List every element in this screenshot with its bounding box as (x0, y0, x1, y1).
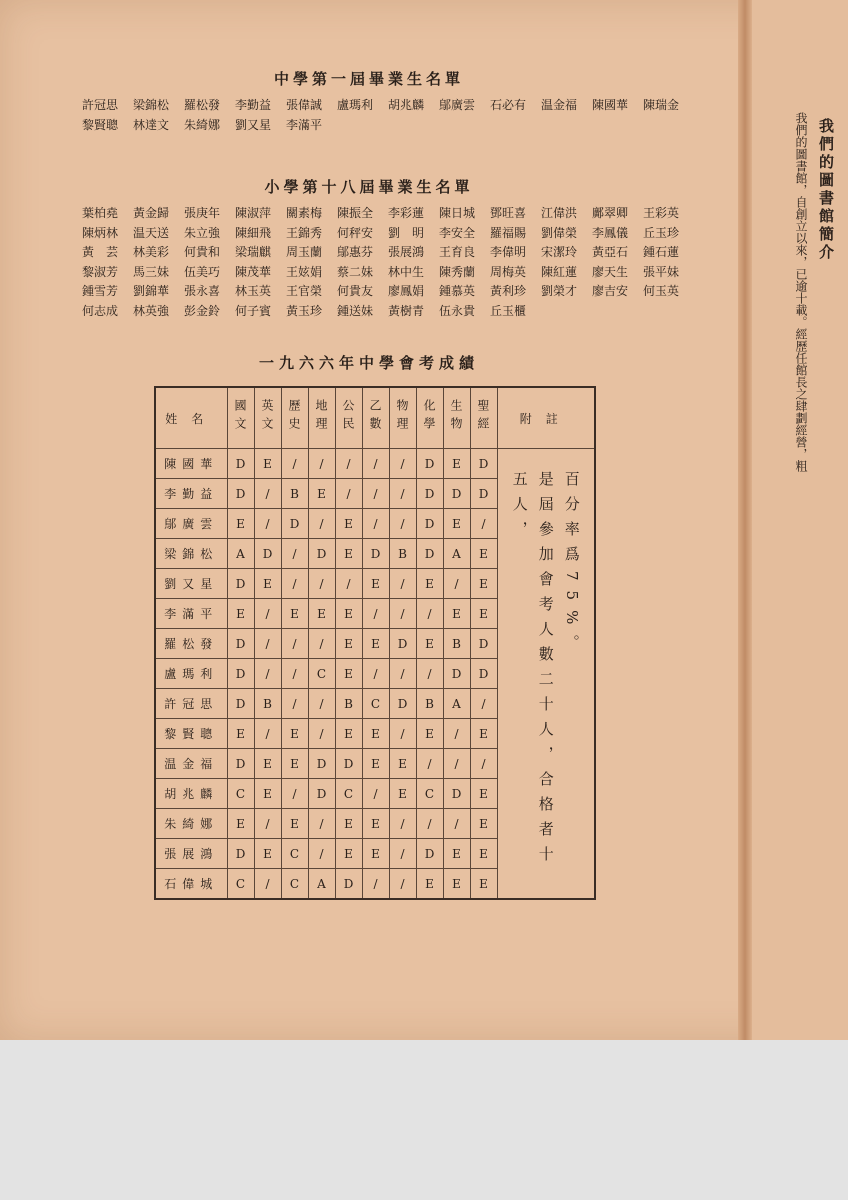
grade-cell: / (308, 629, 335, 659)
graduate-name: 朱綺娜 (184, 117, 221, 132)
graduate-name: 陳淑萍 (235, 206, 272, 220)
remark-percentage: 百分率爲75%。 (562, 471, 581, 660)
grade-cell: / (362, 869, 389, 900)
grade-cell: D (389, 629, 416, 659)
grade-cell: / (416, 749, 443, 779)
grade-cell: E (281, 719, 308, 749)
grade-cell: / (389, 479, 416, 509)
grade-cell: E (416, 719, 443, 749)
grade-cell: / (389, 509, 416, 539)
grade-cell: D (308, 779, 335, 809)
graduate-name: 陳振全 (337, 206, 374, 220)
primary-graduates-list (82, 204, 692, 321)
graduate-name: 陳秀蘭 (439, 264, 476, 279)
graduate-name: 梁錦松 (133, 98, 170, 112)
graduate-name: 林玉英 (235, 284, 272, 298)
graduate-name: 廖鳳娟 (388, 284, 425, 298)
graduate-name: 丘玉櫃 (490, 303, 527, 318)
graduate-name: 何貴友 (337, 284, 374, 298)
grade-cell: E (254, 569, 281, 599)
graduate-name: 陳國華 (592, 98, 629, 112)
grade-cell: E (227, 509, 254, 539)
grade-cell: E (470, 599, 497, 629)
graduate-name: 羅松發 (184, 98, 221, 112)
graduate-name: 宋潔玲 (541, 245, 578, 259)
graduate-name: 王妶娟 (286, 264, 323, 279)
grade-cell: D (281, 509, 308, 539)
student-name: 梁錦松 (155, 539, 227, 569)
subject-header: 英文 (254, 387, 281, 449)
grade-cell: / (362, 659, 389, 689)
graduate-name: 廖吉安 (592, 284, 629, 298)
grade-cell: E (254, 449, 281, 479)
grade-cell: / (308, 509, 335, 539)
graduate-name: 鄧旺喜 (490, 206, 527, 220)
graduate-name: 鍾雪芳 (82, 284, 119, 298)
grade-cell: / (254, 479, 281, 509)
student-name: 盧瑪利 (155, 659, 227, 689)
grade-cell: D (416, 839, 443, 869)
grade-cell: E (281, 809, 308, 839)
grade-cell: / (443, 719, 470, 749)
grade-cell: D (227, 629, 254, 659)
grade-cell: / (281, 449, 308, 479)
graduate-name: 羅福賜 (490, 225, 527, 240)
grade-cell: D (335, 749, 362, 779)
grade-cell: D (443, 779, 470, 809)
grade-cell: / (389, 659, 416, 689)
grade-cell: A (308, 869, 335, 900)
grade-cell: / (254, 659, 281, 689)
graduate-name: 張展鴻 (388, 245, 425, 259)
grade-cell: B (254, 689, 281, 719)
grade-cell: / (335, 449, 362, 479)
grade-cell: E (416, 869, 443, 900)
grade-cell: / (443, 749, 470, 779)
graduate-name: 李安全 (439, 225, 476, 240)
grade-cell: / (281, 539, 308, 569)
graduate-name: 盧瑪利 (337, 98, 374, 112)
grade-cell: D (416, 479, 443, 509)
graduate-name: 何子賓 (235, 303, 272, 318)
student-name: 黎賢聰 (155, 719, 227, 749)
graduate-name: 劉偉榮 (541, 225, 578, 240)
student-name: 陳國華 (155, 449, 227, 479)
right-page-title: 我們的圖書館簡介 (817, 118, 835, 262)
right-page-text-line: 我們的圖書館，自創立以來，已逾十載。經歷任館長之肆劃經營，粗 (794, 112, 808, 472)
grade-cell: E (362, 629, 389, 659)
graduate-name: 劉錦華 (133, 284, 170, 298)
graduate-name: 陳紅蓮 (541, 264, 578, 279)
grade-cell: / (470, 749, 497, 779)
grade-cell: / (416, 659, 443, 689)
grade-cell: D (308, 749, 335, 779)
grade-cell: E (227, 809, 254, 839)
student-name: 羅松發 (155, 629, 227, 659)
grade-cell: D (470, 629, 497, 659)
graduate-name: 鄔廣雲 (439, 98, 476, 112)
graduate-name: 鄺翠卿 (592, 206, 629, 220)
graduate-name: 林美彩 (133, 245, 170, 259)
grade-cell: D (335, 869, 362, 900)
grade-cell: / (335, 479, 362, 509)
grade-cell: E (470, 569, 497, 599)
subject-header: 歷史 (281, 387, 308, 449)
grade-cell: D (470, 659, 497, 689)
graduate-name: 陳細飛 (235, 225, 272, 240)
grade-cell: / (281, 629, 308, 659)
grade-cell: C (281, 839, 308, 869)
exam-results-title: 一九六六年中學會考成績 (258, 354, 479, 372)
grade-cell: / (389, 569, 416, 599)
grade-cell: / (389, 719, 416, 749)
graduate-name: 黎淑芳 (82, 264, 119, 279)
grade-cell: E (227, 599, 254, 629)
name-column-header: 姓名 (155, 387, 227, 449)
grade-cell: / (416, 599, 443, 629)
student-name: 劉又星 (155, 569, 227, 599)
grade-cell: B (416, 689, 443, 719)
secondary-graduates-title: 中學第一屆畢業生名單 (273, 70, 464, 88)
graduate-name: 王錦秀 (286, 225, 323, 240)
graduate-name: 鍾石蓮 (643, 245, 680, 259)
grade-cell: E (470, 719, 497, 749)
grade-cell: D (227, 839, 254, 869)
grade-cell: E (443, 869, 470, 900)
graduate-name: 李偉明 (490, 245, 527, 259)
grade-cell: / (254, 869, 281, 900)
graduate-name: 李彩蓮 (388, 206, 425, 220)
graduate-name: 陳炳林 (82, 225, 119, 240)
graduate-name: 何貴和 (184, 245, 221, 259)
grade-cell: / (416, 809, 443, 839)
subject-header: 乙數 (362, 387, 389, 449)
graduate-name: 伍永貴 (439, 303, 476, 318)
subject-header: 地理 (308, 387, 335, 449)
grade-cell: / (308, 689, 335, 719)
grade-cell: C (281, 869, 308, 900)
table-header-row (155, 387, 595, 449)
grade-cell: / (281, 689, 308, 719)
graduate-name: 黃 芸 (82, 245, 119, 259)
grade-cell: / (254, 599, 281, 629)
grade-cell: / (308, 449, 335, 479)
graduate-name: 李鳳儀 (592, 225, 629, 240)
grade-cell: E (470, 839, 497, 869)
graduate-name: 陳瑞金 (643, 98, 680, 112)
graduate-name: 鄔惠芬 (337, 245, 374, 259)
grade-cell: / (443, 809, 470, 839)
grade-cell: D (308, 539, 335, 569)
grade-cell: / (308, 719, 335, 749)
grade-cell: E (362, 809, 389, 839)
graduate-name: 陳日城 (439, 206, 476, 220)
graduate-name: 關素梅 (286, 206, 323, 220)
grade-cell: E (443, 839, 470, 869)
grade-cell: D (416, 449, 443, 479)
graduate-name: 葉柏堯 (82, 206, 119, 220)
graduate-name: 鍾送妹 (337, 303, 374, 318)
graduate-name: 張偉誠 (286, 98, 323, 112)
graduate-name: 朱立強 (184, 225, 221, 240)
graduate-name: 張平妹 (643, 264, 680, 279)
grade-cell: A (443, 539, 470, 569)
grade-cell: E (362, 719, 389, 749)
subject-header: 物理 (389, 387, 416, 449)
subject-header: 國文 (227, 387, 254, 449)
grade-cell: D (362, 539, 389, 569)
graduate-name: 黃亞石 (592, 245, 629, 259)
graduate-name: 胡兆麟 (388, 98, 425, 112)
grade-cell: E (254, 749, 281, 779)
graduate-name: 黃金歸 (133, 206, 170, 220)
graduate-name: 江偉洪 (541, 206, 578, 220)
grade-cell: D (254, 539, 281, 569)
grade-cell: E (335, 659, 362, 689)
grade-cell: D (227, 479, 254, 509)
graduate-name: 張庚年 (184, 206, 221, 220)
grade-cell: E (335, 539, 362, 569)
grade-cell: D (470, 449, 497, 479)
grade-cell: E (308, 599, 335, 629)
graduate-name: 何玉英 (643, 284, 680, 298)
grade-cell: / (389, 869, 416, 900)
grade-cell: / (254, 809, 281, 839)
grade-cell: / (362, 779, 389, 809)
grade-cell: E (416, 569, 443, 599)
secondary-graduates-list (82, 96, 692, 135)
grade-cell: D (470, 479, 497, 509)
grade-cell: E (443, 509, 470, 539)
grade-cell: D (416, 539, 443, 569)
grade-cell: / (362, 599, 389, 629)
grade-cell: / (389, 809, 416, 839)
graduate-name: 黃玉珍 (286, 303, 323, 318)
grade-cell: D (227, 749, 254, 779)
graduate-name: 鍾慕英 (439, 284, 476, 298)
grade-cell: E (362, 839, 389, 869)
student-name: 温金福 (155, 749, 227, 779)
student-name: 鄔廣雲 (155, 509, 227, 539)
graduate-name: 陳茂華 (235, 264, 272, 279)
student-name: 李滿平 (155, 599, 227, 629)
grade-cell: E (362, 749, 389, 779)
grade-cell: A (227, 539, 254, 569)
graduate-name: 馬三妹 (133, 264, 170, 279)
grade-cell: / (281, 779, 308, 809)
subject-header: 生物 (443, 387, 470, 449)
grade-cell: E (254, 839, 281, 869)
grade-cell: E (362, 569, 389, 599)
grade-cell: / (362, 509, 389, 539)
graduate-name: 蔡二妹 (337, 264, 374, 279)
grade-cell: C (362, 689, 389, 719)
grade-cell: / (470, 509, 497, 539)
grade-cell: B (281, 479, 308, 509)
remarks-column-header: 附註 (497, 387, 595, 449)
graduate-name: 伍美巧 (184, 264, 221, 279)
grade-cell: E (443, 449, 470, 479)
book-gutter (738, 0, 752, 1040)
graduate-name: 温金福 (541, 98, 578, 112)
graduate-name: 何志成 (82, 303, 119, 318)
graduate-name: 彭金鈴 (184, 303, 221, 318)
grade-cell: C (416, 779, 443, 809)
grade-cell: E (416, 629, 443, 659)
graduate-name: 黎賢聰 (82, 117, 119, 132)
student-name: 李勤益 (155, 479, 227, 509)
graduate-name: 周玉蘭 (286, 245, 323, 259)
grade-cell: D (227, 689, 254, 719)
graduate-name: 林達文 (133, 117, 170, 132)
student-name: 石偉城 (155, 869, 227, 900)
grade-cell: / (362, 449, 389, 479)
grade-cell: E (335, 719, 362, 749)
grade-cell: E (470, 539, 497, 569)
grade-cell: E (335, 839, 362, 869)
grade-cell: / (281, 659, 308, 689)
grade-cell: / (308, 569, 335, 599)
subject-header: 化學 (416, 387, 443, 449)
graduate-name: 何秤安 (337, 225, 374, 240)
graduate-name: 張永喜 (184, 284, 221, 298)
grade-cell: A (443, 689, 470, 719)
student-name: 胡兆麟 (155, 779, 227, 809)
grade-cell: / (443, 569, 470, 599)
grade-cell: D (227, 569, 254, 599)
graduate-name: 石必有 (490, 98, 527, 112)
graduate-name: 王育良 (439, 245, 476, 259)
grade-cell: E (389, 779, 416, 809)
graduate-name: 李滿平 (286, 117, 323, 132)
graduate-name: 林中生 (388, 264, 425, 279)
grade-cell: E (335, 809, 362, 839)
grade-cell: E (227, 719, 254, 749)
grade-cell: / (254, 629, 281, 659)
grade-cell: / (335, 569, 362, 599)
grade-cell: C (335, 779, 362, 809)
grade-cell: / (281, 569, 308, 599)
grade-cell: E (443, 599, 470, 629)
grade-cell: / (308, 809, 335, 839)
grade-cell: B (389, 539, 416, 569)
grade-cell: D (389, 689, 416, 719)
subject-header: 聖經 (470, 387, 497, 449)
grade-cell: C (308, 659, 335, 689)
graduate-name: 劉榮才 (541, 284, 578, 298)
grade-cell: D (443, 659, 470, 689)
graduate-name: 丘玉珍 (643, 225, 680, 240)
grade-cell: C (227, 869, 254, 900)
grade-cell: E (470, 869, 497, 900)
graduate-name: 林英強 (133, 303, 170, 318)
student-name: 許冠思 (155, 689, 227, 719)
grade-cell: D (227, 659, 254, 689)
grade-cell: / (389, 839, 416, 869)
grade-cell: E (281, 749, 308, 779)
grade-cell: E (308, 479, 335, 509)
graduate-name: 梁瑞麒 (235, 245, 272, 259)
grade-cell: / (470, 689, 497, 719)
graduate-name: 温天送 (133, 225, 170, 240)
primary-graduates-title: 小學第十八屆畢業生名單 (264, 178, 474, 196)
grade-cell: / (389, 599, 416, 629)
graduate-name: 李勤益 (235, 98, 272, 112)
graduate-name: 周梅英 (490, 264, 527, 279)
graduate-name: 劉 明 (388, 225, 425, 240)
grade-cell: / (389, 449, 416, 479)
subject-header: 公民 (335, 387, 362, 449)
graduate-name: 黃樹青 (388, 303, 425, 318)
grade-cell: B (443, 629, 470, 659)
grade-cell: E (335, 629, 362, 659)
grade-cell: E (281, 599, 308, 629)
remarks-cell (497, 449, 595, 900)
graduate-name: 劉又星 (235, 117, 272, 132)
student-name: 朱綺娜 (155, 809, 227, 839)
grade-cell: C (227, 779, 254, 809)
exam-results-table (154, 386, 596, 900)
student-name: 張展鴻 (155, 839, 227, 869)
grade-cell: B (335, 689, 362, 719)
graduate-name: 王官榮 (286, 284, 323, 298)
grade-cell: E (335, 509, 362, 539)
grade-cell: / (308, 839, 335, 869)
grade-cell: E (254, 779, 281, 809)
grade-cell: E (470, 809, 497, 839)
remark-count: 是屆參加會考人數二十人，合格者十五人， (510, 471, 555, 871)
grade-cell: E (389, 749, 416, 779)
graduate-name: 廖天生 (592, 264, 629, 279)
grade-cell: D (416, 509, 443, 539)
graduate-name: 黃利珍 (490, 284, 527, 298)
grade-cell: / (254, 509, 281, 539)
grade-cell: / (362, 479, 389, 509)
table-row (155, 449, 595, 479)
grade-cell: E (470, 779, 497, 809)
grade-cell: D (227, 449, 254, 479)
grade-cell: D (443, 479, 470, 509)
grade-cell: E (335, 599, 362, 629)
graduate-name: 許冠思 (82, 98, 119, 112)
graduate-name: 王彩英 (643, 206, 680, 220)
grade-cell: / (254, 719, 281, 749)
